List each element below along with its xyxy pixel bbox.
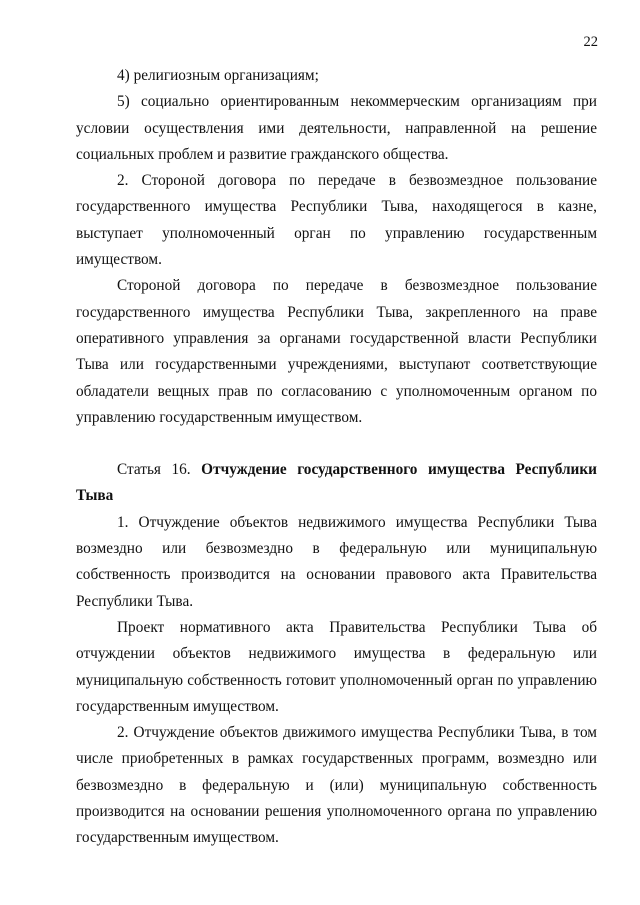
list-item-religious-orgs: 4) религиозным организациям;	[117, 67, 319, 84]
paragraph-treasury-property-party: 2. Стороной договора по передаче в безвозмездное пользование государственного имущества Республики Тыва, находящегося в казне, выступает уполномоченный орган по управлению государственным имуществом.	[76, 172, 597, 269]
article-16-title: Отчуждение государственного имущества Республики Тыва	[76, 461, 597, 505]
paragraph-real-estate-alienation: 1. Отчуждение объектов недвижимого имущества Республики Тыва возмездно или безвозмездно в федеральную или муниципальную собственность производится на основании правового акта Правительства Республики Тыва.	[76, 513, 597, 610]
list-item-nonprofit-orgs: 5) социально ориентированным некоммерческим организациям при условии осуществления ими деятельности, направленной на решение социальных проблем и развитие гражданского общества.	[76, 93, 597, 163]
page-number: 22	[583, 34, 598, 50]
paragraph-draft-act: Проект нормативного акта Правительства Республики Тыва об отчуждении объектов недвижимого имущества в федеральную или муниципальную собственность готовит уполномоченный орган по управлению государственным имуществом.	[76, 618, 597, 715]
article-16-prefix: Статья 16.	[117, 461, 191, 479]
document-body	[76, 63, 597, 852]
paragraph-movable-property-alienation: 2. Отчуждение объектов движимого имущества Республики Тыва, в том числе приобретенных в рамках государственных программ, возмездно или безвозмездно в федеральную и (или) муниципальную собственность производится на основании решения уполномоченного органа по управлению государственным имуществом.	[76, 724, 597, 847]
article-16-heading	[76, 457, 597, 510]
paragraph-operational-management-party: Стороной договора по передаче в безвозмездное пользование государственного имущества Республики Тыва, закрепленного на праве оперативного управления за органами государственной власти Республики Тыва или государственными учреждениями, выступают соответствующие обладатели вещных прав по согласованию с уполномоченным органом по управлению государственным имуществом.	[76, 277, 597, 426]
